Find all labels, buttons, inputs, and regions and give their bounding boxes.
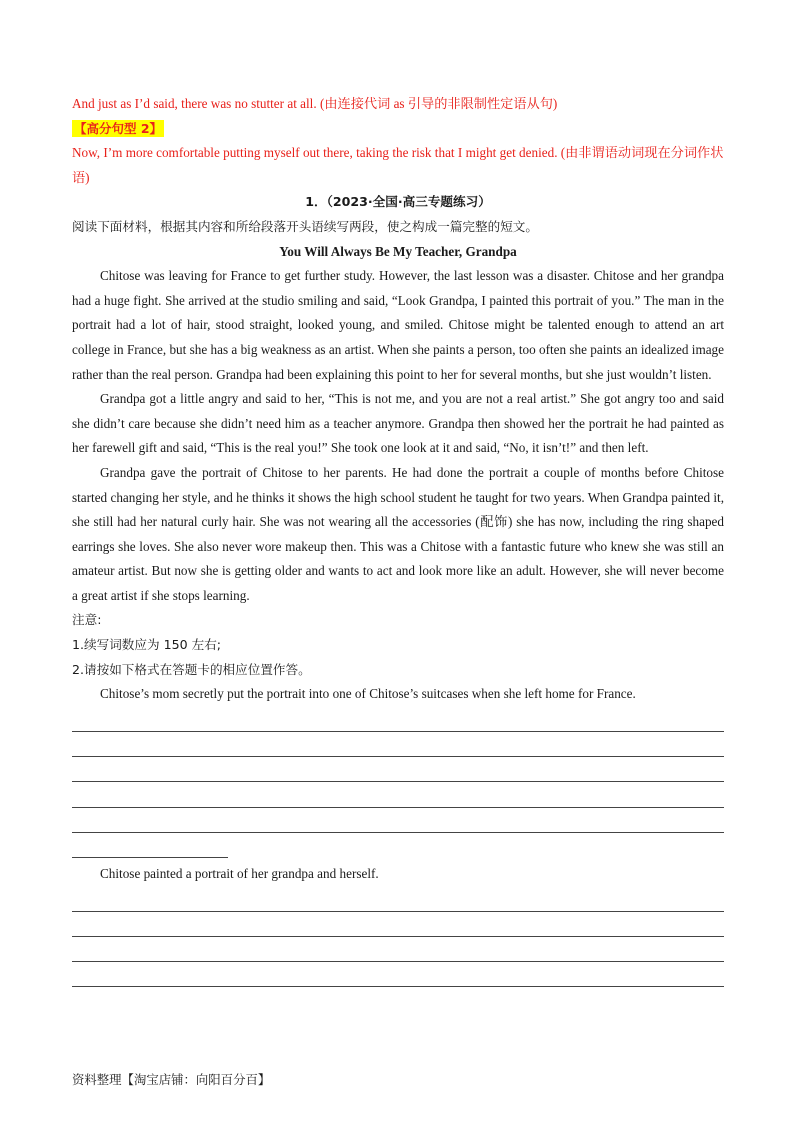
note-format: 2.请按如下格式在答题卡的相应位置作答。 [72, 661, 311, 677]
answer-line[interactable] [72, 782, 724, 807]
continuation-opening-2: Chitose painted a portrait of her grandpa and herself. [100, 865, 379, 881]
answer-line[interactable] [72, 962, 724, 987]
high-score-sentence-tag: 【高分句型 2】 [74, 120, 163, 136]
passage-title: You Will Always Be My Teacher, Grandpa [279, 243, 517, 259]
notes-label: 注意: [72, 612, 102, 628]
high-score-tag-wrapper [72, 117, 724, 142]
answer-line-short[interactable] [72, 833, 228, 858]
example-sentence-1: And just as I’d said, there was no stutter at all. (由连接代词 as 引导的非限制性定语从句) [72, 96, 558, 111]
note-word-count: 1.续写词数应为 150 左右; [72, 637, 222, 653]
answer-line[interactable] [72, 912, 724, 937]
answer-line[interactable] [72, 707, 724, 732]
answer-line[interactable] [72, 808, 724, 833]
passage-paragraph-1: Chitose was leaving for France to get further study. However, the last lesson was a disaster. Chitose and her grandpa had a huge fight. She arrived at the studio smiling and said, “Look Grandpa, I painted this portrait of you.” The man in the portrait had a lot of hair, stood straight, looked young, and smiled. Chitose might be talented enough to attend an art college in France, but she has a big weakness as an artist. When she paints a person, too often she paints an idealized image rather than the real person. Grandpa had been explaining this point to her for several months, but she just wouldn’t listen. [72, 268, 724, 382]
answer-line[interactable] [72, 937, 724, 962]
question-heading: 1．（2023·全国·高三专题练习） [305, 194, 491, 210]
answer-line[interactable] [72, 732, 724, 757]
answer-lines-1 [72, 707, 724, 858]
question-instruction: 阅读下面材料，根据其内容和所给段落开头语续写两段，使之构成一篇完整的短文。 [72, 218, 538, 234]
example-sentence-2: Now, I’m more comfortable putting myself out there, taking the risk that I might get denied. (由非谓语动词现在分词作状语) [72, 145, 724, 185]
passage-paragraph-3: Grandpa gave the portrait of Chitose to her parents. He had done the portrait a couple of months before Chitose started changing her style, and he thinks it shows the high school student he taught for two years. When Grandpa painted it, she still had her natural curly hair. She was not wearing all the accessories (配饰) she has now, including the ring shaped earrings she loves. She also never wore makeup then. This was a Chitose with a fantastic future who knew she was still an amateur artist. But now she is getting older and wants to act and look more like an adult. However, she will never become a great artist if she stops learning. [72, 464, 724, 603]
answer-line[interactable] [72, 757, 724, 782]
answer-lines-2 [72, 887, 724, 988]
document-page [72, 92, 724, 987]
answer-line[interactable] [72, 887, 724, 912]
continuation-opening-1: Chitose’s mom secretly put the portrait into one of Chitose’s suitcases when she left home for France. [100, 686, 636, 702]
page-footer: 资料整理【淘宝店铺：向阳百分百】 [72, 1072, 271, 1087]
passage-paragraph-2: Grandpa got a little angry and said to her, “This is not me, and you are not a real artist.” She got angry too and said she didn’t care because she didn’t need him as a teacher anymore. Grandpa then showed her the portrait he had painted as her farewell gift and said, “This is the real you!” She took one look at it and said, “No, it isn’t!” and then left. [72, 391, 724, 456]
